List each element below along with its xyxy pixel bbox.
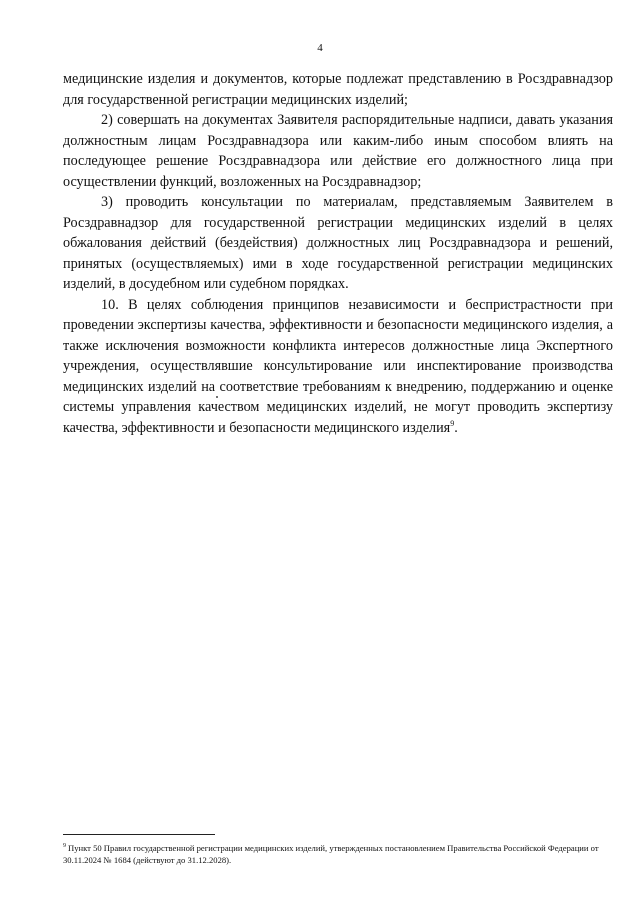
paragraph-item-3: 3) проводить консультации по материалам, представляемым Заявителем в Росздравнадзор для государственной регистрации медицинских изделий в целях обжалования действий (бездействия) должностных лиц Росздравнадзора и решений, принятых (осуществляемых) ими в ходе государственной регистрации медицинских изделий, в досудебном или судебном порядках.: [63, 194, 613, 292]
footnote-separator: [63, 834, 215, 835]
document-body: [63, 69, 613, 438]
footnote-text: Пункт 50 Правил государственной регистрации медицинских изделий, утвержденных постановлением Правительства Российской Федерации от 30.11.2024 № 1684 (действуют до 31.12.2028).: [63, 843, 599, 865]
paragraph-continuation: медицинские изделия и документов, которые подлежат представлению в Росздравнадзор для государственной регистрации медицинских изделий;: [63, 71, 613, 108]
paragraph-item-2: 2) совершать на документах Заявителя распорядительные надписи, давать указания должностным лицам Росздравнадзора или каким-либо иным способом влиять на последующее решение Росздравнадзора или действие его должностного лица при осуществлении функций, возложенных на Росздравнадзор;: [63, 112, 613, 190]
paragraph-clause-10: [63, 295, 613, 439]
footnote-marker: 9: [63, 843, 66, 849]
paragraph-clause-10-tail: .: [454, 419, 458, 436]
scan-artifact-dot: [216, 396, 218, 398]
page-number: 4: [317, 42, 323, 54]
paragraph-clause-10-text: 10. В целях соблюдения принципов независимости и беспристрастности при проведении экспертизы качества, эффективности и безопасности медицинского изделия, а также исключения возможности конфликта интересов должностные лица Экспертного учреждения, осуществлявшие консультирование или инспектирование производства медицинских изделий на соответствие требованиям к внедрению, поддержанию и оценке системы управления качеством медицинских изделий, не могут проводить экспертизу качества, эффективности и безопасности медицинского изделия: [63, 296, 613, 436]
footnote: [63, 842, 615, 866]
footnote-reference: 9: [450, 418, 455, 428]
